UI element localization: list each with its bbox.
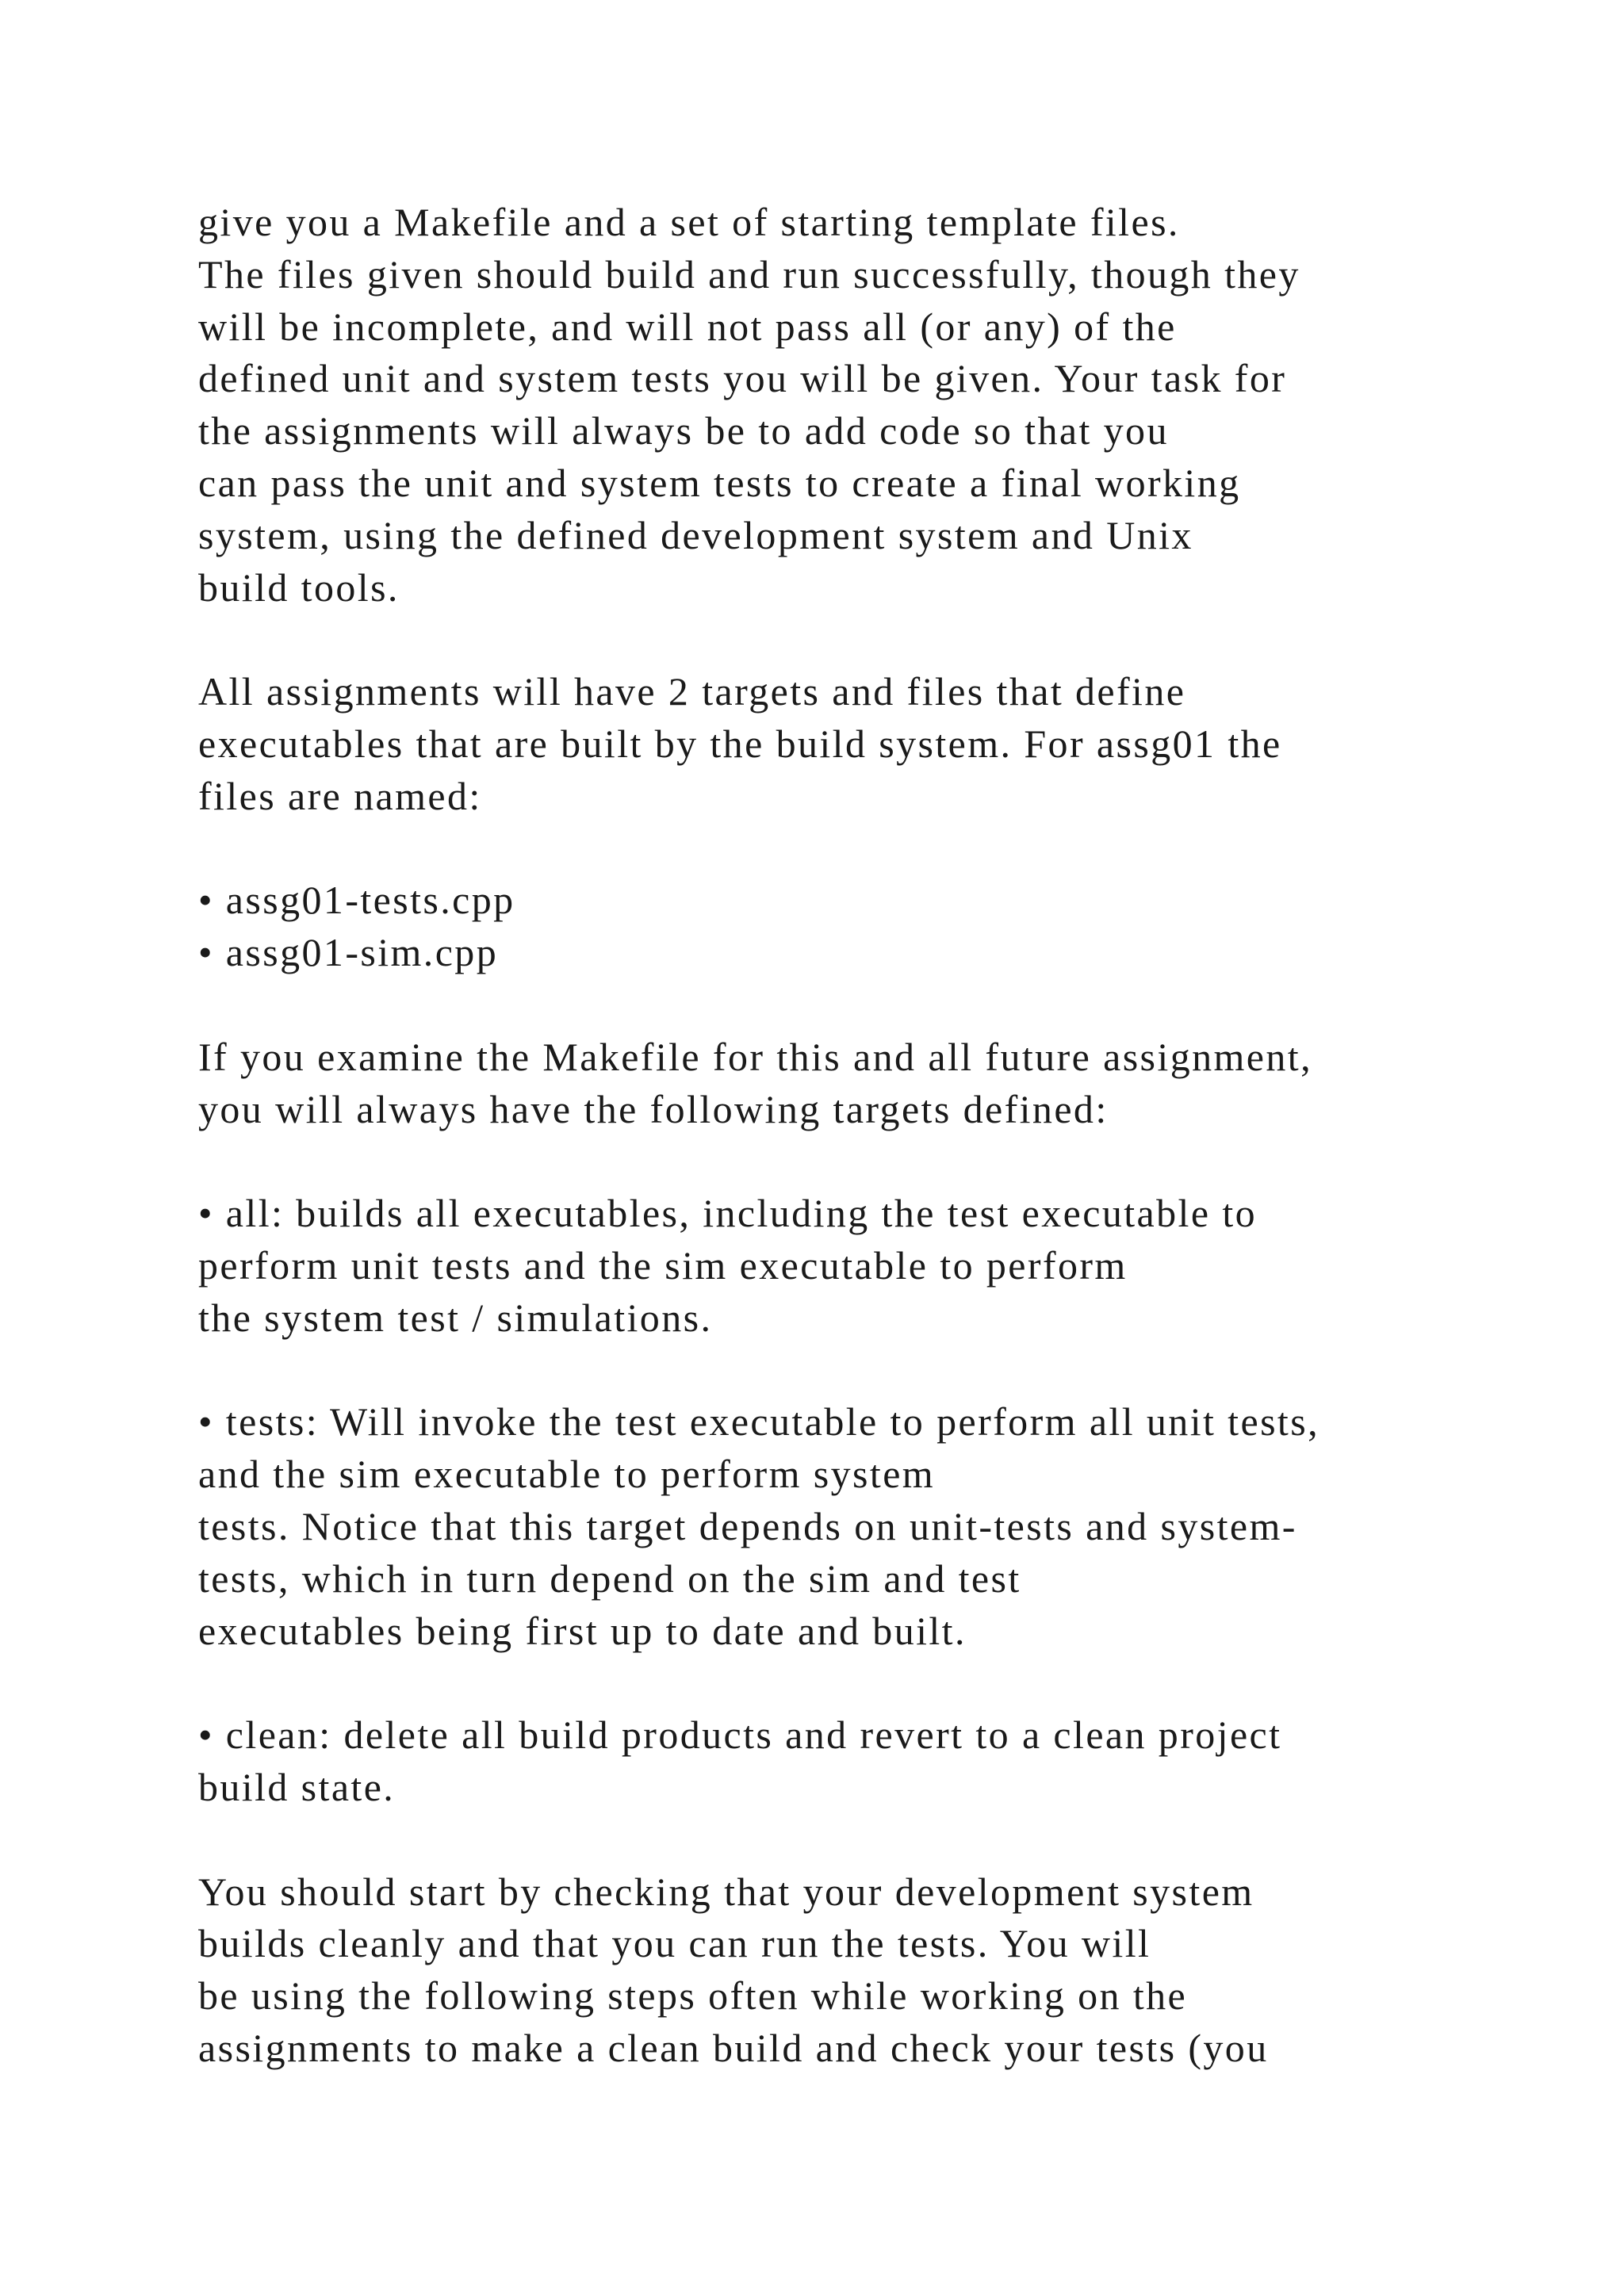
text-line: defined unit and system tests you will be given. Your task for bbox=[198, 356, 1287, 401]
blank-line bbox=[198, 823, 1546, 875]
text-line: the assignments will always be to add code so that you bbox=[198, 408, 1169, 453]
text-line: If you examine the Makefile for this and all future assignment, bbox=[198, 1034, 1312, 1079]
text-line: you will always have the following targets defined: bbox=[198, 1086, 1109, 1131]
bullet-item: • assg01-tests.cpp bbox=[198, 878, 515, 923]
text-line: executables that are built by the build system. For assg01 the bbox=[198, 721, 1282, 766]
text-line: system, using the defined development system and Unix bbox=[198, 512, 1193, 557]
blank-line bbox=[198, 1657, 1546, 1709]
text-line: You should start by checking that your development system bbox=[198, 1869, 1254, 1914]
bullet-item: • all: builds all executables, including the test executable to bbox=[198, 1191, 1258, 1236]
blank-line bbox=[198, 614, 1546, 666]
text-line: be using the following steps often while working on the bbox=[198, 1973, 1188, 2019]
bullet-item: • tests: Will invoke the test executable to perform all unit tests, bbox=[198, 1399, 1320, 1445]
blank-line bbox=[198, 1135, 1546, 1188]
blank-line bbox=[198, 979, 1546, 1031]
bullet-item: • clean: delete all build products and revert to a clean project bbox=[198, 1712, 1282, 1758]
text-line: tests, which in turn depend on the sim and test bbox=[198, 1556, 1021, 1601]
text-line: build state. bbox=[198, 1764, 396, 1809]
text-line: and the sim executable to perform system bbox=[198, 1452, 936, 1497]
text-line: files are named: bbox=[198, 773, 482, 818]
text-line: assignments to make a clean build and check your tests (you bbox=[198, 2025, 1269, 2070]
text-line: give you a Makefile and a set of starting template files. bbox=[198, 200, 1180, 244]
text-line: The files given should build and run successfully, though they bbox=[198, 251, 1300, 297]
bullet-item: • assg01-sim.cpp bbox=[198, 930, 499, 975]
text-line: the system test / simulations. bbox=[198, 1295, 713, 1340]
text-line: All assignments will have 2 targets and files that define bbox=[198, 669, 1186, 714]
text-line: tests. Notice that this target depends on unit-tests and system- bbox=[198, 1503, 1297, 1548]
blank-line bbox=[198, 1345, 1546, 1397]
text-line: builds cleanly and that you can run the tests. You will bbox=[198, 1921, 1151, 1966]
text-line: can pass the unit and system tests to create a final working bbox=[198, 460, 1241, 505]
text-line: build tools. bbox=[198, 564, 400, 610]
text-line: perform unit tests and the sim executable to perform bbox=[198, 1242, 1128, 1288]
document-body bbox=[198, 197, 1546, 2075]
text-line: will be incomplete, and will not pass all (or any) of the bbox=[198, 304, 1177, 349]
text-line: executables being first up to date and built. bbox=[198, 1608, 967, 1653]
blank-line bbox=[198, 1814, 1546, 1866]
